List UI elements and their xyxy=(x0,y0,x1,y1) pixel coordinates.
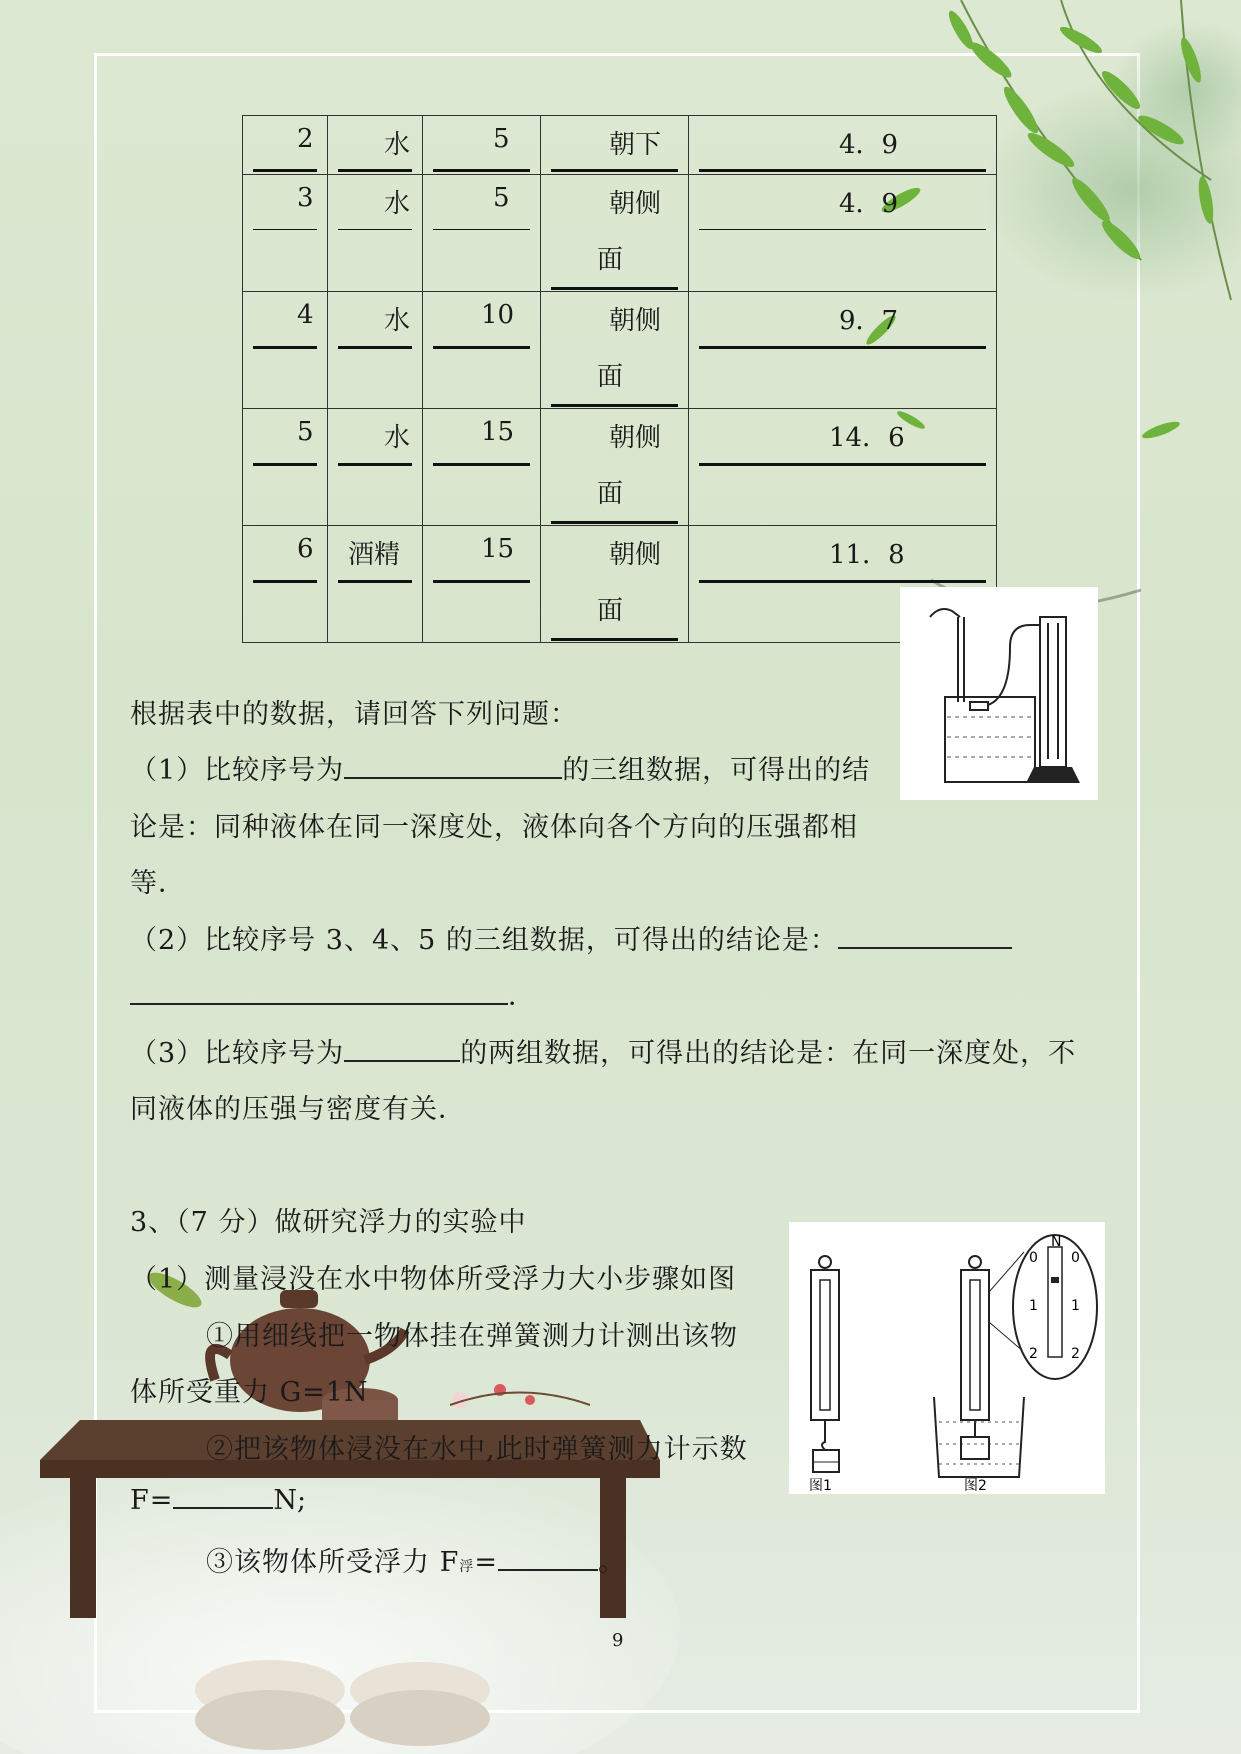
manometer-figure xyxy=(900,587,1098,800)
step2-answer-blank[interactable] xyxy=(173,1483,273,1509)
depth-cell: 15 xyxy=(481,534,515,564)
figure-1-label: 图1 xyxy=(809,1478,832,1494)
direction-cell-line2: 面 xyxy=(597,362,624,392)
q1-prefix: （1）比较序号为 xyxy=(130,755,345,786)
scale-tick-0-left: 0 xyxy=(1029,1250,1038,1266)
step-2-line2 xyxy=(130,1483,307,1516)
step3-answer-blank[interactable] xyxy=(498,1545,598,1571)
q3-suffix: 的两组数据，可得出的结论是：在同一深度处，不 xyxy=(460,1038,1077,1069)
scale-tick-2-right: 2 xyxy=(1071,1346,1080,1362)
step-1-line1: ①用细线把一物体挂在弹簧测力计测出该物 xyxy=(206,1321,738,1352)
direction-cell: 朝侧 xyxy=(609,540,662,570)
liquid-cell: 水 xyxy=(384,189,411,219)
scale-tick-2-left: 2 xyxy=(1029,1346,1038,1362)
scale-unit-label: N xyxy=(1051,1234,1062,1250)
liquid-cell: 水 xyxy=(384,306,411,336)
table-row xyxy=(243,292,997,409)
step-1-line2: 体所受重力 G=1N xyxy=(130,1377,369,1408)
row-number: 3 xyxy=(297,183,314,213)
question-2-line1 xyxy=(130,918,1012,957)
step3-subscript: 浮 xyxy=(459,1559,475,1575)
depth-cell: 10 xyxy=(481,300,515,330)
table-row xyxy=(243,409,997,526)
step2-prefix: F= xyxy=(130,1485,174,1516)
scale-tick-1-left: 1 xyxy=(1029,1298,1038,1314)
question-3-line2: 同液体的压强与密度有关． xyxy=(130,1094,466,1125)
question-2-line2 xyxy=(130,974,536,1013)
direction-cell: 朝侧 xyxy=(609,189,662,219)
q2-answer-blank-b[interactable] xyxy=(130,979,508,1005)
section-3-title: 3、（7 分）做研究浮力的实验中 xyxy=(130,1207,527,1238)
step-3-line xyxy=(206,1540,626,1579)
depth-cell: 5 xyxy=(493,124,510,154)
pressure-data-table xyxy=(242,115,997,643)
table-row xyxy=(243,116,997,175)
row-number: 6 xyxy=(297,534,314,564)
direction-cell-line2: 面 xyxy=(597,245,624,275)
questions-intro: 根据表中的数据，请回答下列问题： xyxy=(130,699,578,730)
depth-cell: 15 xyxy=(481,417,515,447)
liquid-cell: 水 xyxy=(384,130,411,160)
q1-answer-blank[interactable] xyxy=(344,753,562,779)
q3-prefix: （3）比较序号为 xyxy=(130,1038,345,1069)
page-number: 9 xyxy=(612,1630,624,1651)
pressure-value-cell: 11．8 xyxy=(829,540,905,570)
row-number: 4 xyxy=(297,300,314,330)
question-3-line1 xyxy=(130,1031,1076,1070)
step-2-line1: ②把该物体浸没在水中,此时弹簧测力计示数 xyxy=(206,1434,748,1465)
direction-cell: 朝侧 xyxy=(609,306,662,336)
spring-scale-figure xyxy=(789,1222,1105,1494)
q2-end: ． xyxy=(508,981,536,1012)
step3-prefix: ③该物体所受浮力 F xyxy=(206,1547,460,1578)
row-number: 5 xyxy=(297,417,314,447)
q2-prefix: （2）比较序号 3、4、5 的三组数据，可得出的结论是： xyxy=(130,925,838,956)
scale-tick-0-right: 0 xyxy=(1071,1250,1080,1266)
direction-cell-line2: 面 xyxy=(597,596,624,626)
depth-cell: 5 xyxy=(493,183,510,213)
table-row xyxy=(243,175,997,292)
q3-answer-blank[interactable] xyxy=(344,1036,460,1062)
row-number: 2 xyxy=(297,124,314,154)
figure-2-label: 图2 xyxy=(964,1478,987,1494)
step3-end: 。 xyxy=(597,1547,626,1578)
scale-tick-1-right: 1 xyxy=(1071,1298,1080,1314)
question-1-line3: 等． xyxy=(130,868,186,899)
pressure-value-cell: 4．9 xyxy=(839,130,899,160)
section-3-part1: （1）测量浸没在水中物体所受浮力大小步骤如图 xyxy=(130,1264,737,1295)
pressure-value-cell: 4．9 xyxy=(839,189,899,219)
direction-cell: 朝下 xyxy=(609,130,662,160)
pressure-value-cell: 14．6 xyxy=(829,423,905,453)
question-1-line2: 论是：同种液体在同一深度处，液体向各个方向的压强都相 xyxy=(130,812,858,843)
liquid-cell: 水 xyxy=(384,423,411,453)
question-1-line1 xyxy=(130,748,870,787)
q2-answer-blank-a[interactable] xyxy=(838,923,1012,949)
step2-suffix: N; xyxy=(273,1485,308,1516)
q1-suffix: 的三组数据，可得出的结 xyxy=(562,755,871,786)
pressure-value-cell: 9．7 xyxy=(839,306,899,336)
liquid-cell: 酒精 xyxy=(348,540,401,570)
table-row xyxy=(243,526,997,643)
step3-equals: = xyxy=(474,1547,498,1578)
direction-cell-line2: 面 xyxy=(597,479,624,509)
direction-cell: 朝侧 xyxy=(609,423,662,453)
